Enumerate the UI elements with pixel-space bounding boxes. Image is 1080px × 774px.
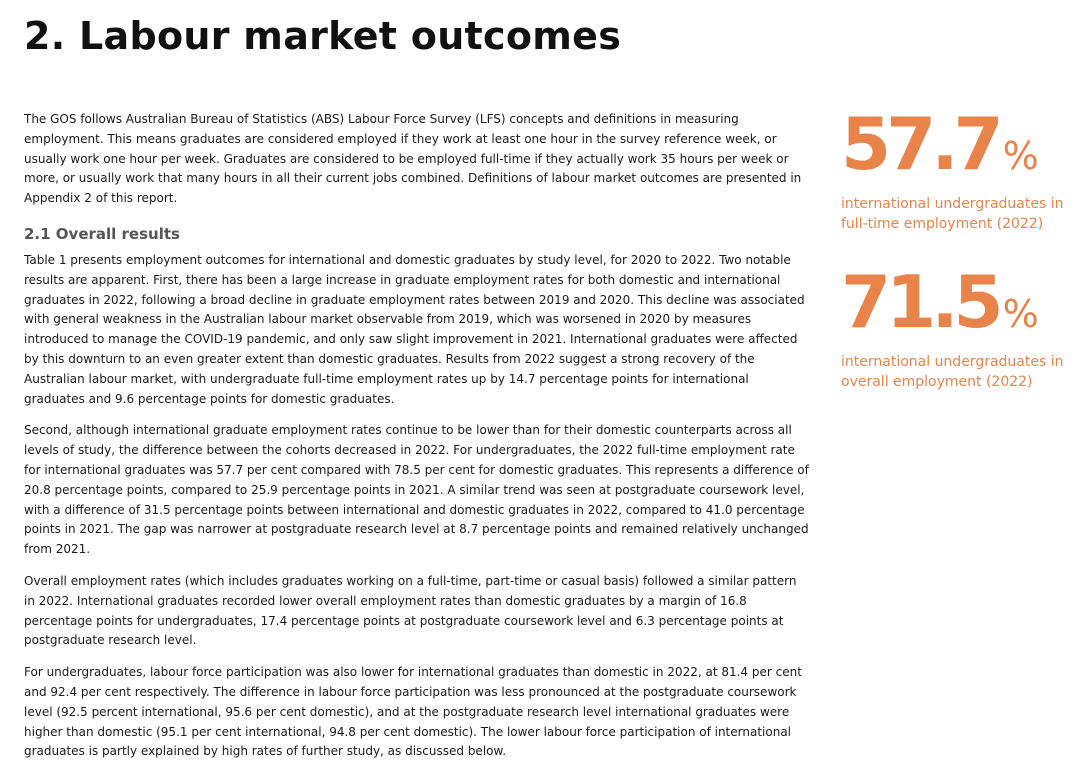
body-paragraph-2: Second, although international graduate employment rates continue to be lower than for their domestic counterparts across all levels of study, the difference between the cohorts decreased in 2022. For undergraduates, the 2022 full-time employment rate for international graduates was 57.7 per cent compared with 78.5 per cent for domestic graduates. This represents a difference of 20.8 percentage points, compared to 25.9 percentage points in 2021. A similar trend was seen at postgraduate coursework level, with a difference of 31.5 percentage points between international and domestic graduates in 2022, compared to 41.0 percentage points in 2021. The gap was narrower at postgraduate research level at 8.7 percentage points and remained relatively unchanged from 2021. (24, 423, 809, 557)
body-paragraph-3: Overall employment rates (which includes graduates working on a full-time, part-time or casual basis) followed a similar pattern in 2022. International graduates recorded lower overall employment rates than domestic graduates by a margin of 16.8 percentage points for undergraduates, 17.4 percentage points at postgraduate coursework level and 6.3 percentage points at postgraduate research level. (24, 573, 797, 648)
body-paragraph-4: For undergraduates, labour force participation was also lower for international graduates than domestic in 2022, at 81.4 per cent and 92.4 per cent respectively. The difference in labour force participation was less pronounced at the postgraduate coursework level (92.5 percent international, 95.6 per cent domestic), and at the postgraduate research level international graduates were higher than domestic (95.1 per cent international, 94.8 per cent domestic). The lower labour force participation of international graduates is partly explained by high rates of further study, as discussed below. (24, 665, 802, 759)
stat-unit: % (1002, 134, 1039, 178)
stats-sidebar (841, 102, 1071, 422)
stat-number: 57.7 (841, 102, 999, 186)
stat-caption: international undergraduates in full-time employment (2022) (841, 196, 1064, 232)
intro-paragraph: The GOS follows Australian Bureau of Statistics (ABS) Labour Force Survey (LFS) concepts and definitions in measuring employment. This means graduates are considered employed if they work at least one hour in the survey reference week, or usually work one hour per week. Graduates are considered to be employed full-time if they actually work 35 hours per week or more, or usually work that many hours in all their current jobs combined. Definitions of labour market outcomes are presented in Appendix 2 of this report. (24, 112, 802, 206)
page-title: 2. Labour market outcomes (24, 14, 622, 58)
stat-value (841, 260, 1071, 352)
stat-number: 71.5 (841, 260, 999, 344)
section-heading: 2.1 Overall results (24, 224, 180, 243)
stat-overall-employment (841, 260, 1071, 392)
stat-value (841, 102, 1071, 194)
main-content (24, 110, 810, 774)
stat-caption: international undergraduates in overall employment (2022) (841, 354, 1064, 390)
stat-fulltime-employment (841, 102, 1071, 234)
stat-unit: % (1002, 292, 1039, 336)
body-paragraph-1: Table 1 presents employment outcomes for international and domestic graduates by study level, for 2020 to 2022. Two notable results are apparent. First, there has been a large increase in graduate employment rates for both domestic and international graduates in 2022, following a broad decline in graduate employment rates between 2019 and 2020. This decline was associated with general weakness in the Australian labour market observable from 2019, which was worsened in 2020 by measures introduced to manage the COVID-19 pandemic, and only saw slight improvement in 2021. International graduates were affected by this downturn to an even greater extent than domestic graduates. Results from 2022 suggest a strong recovery of the Australian labour market, with undergraduate full-time employment rates up by 14.7 percentage points for international graduates and 9.6 percentage points for domestic graduates. (24, 252, 805, 406)
